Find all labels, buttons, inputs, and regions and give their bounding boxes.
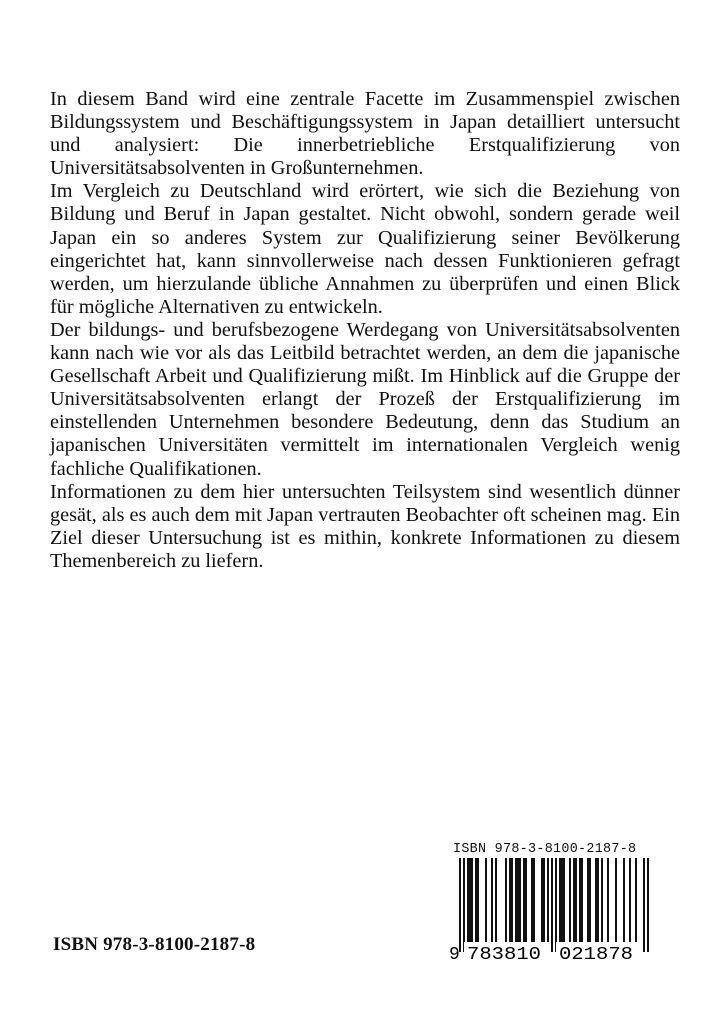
barcode-bar [509, 858, 511, 942]
barcode-bar [597, 858, 599, 942]
barcode-bar [519, 858, 521, 942]
barcode-bar [573, 858, 575, 942]
barcode-bar [547, 858, 549, 942]
barcode-bar [595, 858, 597, 942]
barcode-bar [589, 858, 591, 942]
barcode-bar [517, 858, 519, 942]
blurb-paragraph-4: Informationen zu dem hier untersuchten Teilsystem sind wesentlich dünner gesät, als es auch dem mit Japan vertrauten Beobachter oft scheinen mag. Ein Ziel dieser Untersuchung ist es mithin, konkrete Informationen zu diesem Themenbereich zu liefern. [50, 480, 680, 572]
barcode-bar [463, 858, 465, 952]
barcode-bar [623, 858, 625, 942]
blurb-paragraph-1: In diesem Band wird eine zentrale Facette im Zusammenspiel zwischen Bildungssystem und Beschäftigungssystem in Japan detailliert untersucht und analysiert: Die innerbetriebliche Erstqualifizierung von Universitätsabsolventen in Großunternehmen. [50, 88, 680, 180]
barcode-bar [467, 858, 469, 942]
barcode-bar [505, 858, 507, 942]
barcode-bar [469, 858, 471, 942]
barcode-bar [475, 858, 477, 942]
barcode-bar [559, 858, 561, 942]
barcode-bar [629, 858, 631, 942]
barcode-bar [523, 858, 525, 942]
barcode-bar [533, 858, 535, 942]
ean13-barcode [447, 858, 661, 962]
barcode-bar [635, 858, 637, 942]
barcode-bar [581, 858, 583, 942]
isbn-label: ISBN 978-3-8100-2187-8 [53, 934, 256, 955]
barcode-bar [471, 858, 473, 942]
barcode-block [447, 842, 661, 962]
barcode-bar [491, 858, 493, 942]
barcode-digit-first: 9 [449, 945, 460, 962]
barcode-bar [515, 858, 517, 942]
barcode-bar [541, 858, 543, 942]
barcode-digits-left: 783810 [467, 945, 541, 962]
barcode-bar [601, 858, 603, 942]
barcode-bar [607, 858, 609, 942]
blurb-paragraph-3: Der bildungs- und berufsbezogene Werdegang von Universitätsabsolventen kann nach wie vor als das Leitbild betrachtet werden, an dem die japanische Gesellschaft Arbeit und Qualifizierung mißt. Im Hinblick auf die Gruppe der Universitätsabsolventen erlangt der Prozeß der Erstqualifizierung im einstellenden Unternehmen besondere Bedeutung, denn das Studium an japanischen Universitäten vermittelt im internationalen Vergleich wenig fachliche Qualifikationen. [50, 318, 680, 480]
barcode-bar [531, 858, 533, 942]
barcode-bar [563, 858, 565, 942]
barcode-bar [575, 858, 577, 942]
barcode-bar [525, 858, 527, 942]
barcode-digits-right: 021878 [559, 945, 633, 962]
barcode-bar [647, 858, 649, 952]
barcode-isbn-text: ISBN 978-3-8100-2187-8 [453, 842, 637, 857]
barcode-bar [543, 858, 545, 942]
barcode-bar [485, 858, 487, 942]
blurb-paragraph-2: Im Vergleich zu Deutschland wird erörtert, wie sich die Beziehung von Bildung und Beruf in Japan gestaltet. Nicht obwohl, sondern gerade weil Japan ein so anderes System zur Qualifizierung seiner Bevölkerung eingerichtet hat, kann sinnvollerweise nach dessen Funktionieren gefragt werden, um hierzulande übliche Annahmen zu überprüfen und einen Blick für mögliche Alternativen zu entwickeln. [50, 180, 680, 318]
barcode-bar [587, 858, 589, 942]
barcode-bar [569, 858, 571, 942]
barcode-bar [643, 858, 645, 952]
barcode-bar [561, 858, 563, 942]
barcode-bar [511, 858, 513, 942]
barcode-bar [477, 858, 479, 942]
back-cover-blurb [50, 88, 680, 573]
barcode-bar [579, 858, 581, 942]
barcode-bar [551, 858, 553, 952]
barcode-bar [459, 858, 461, 952]
barcode-bar [555, 858, 557, 952]
barcode-bar [495, 858, 497, 942]
barcode-bar [615, 858, 617, 942]
